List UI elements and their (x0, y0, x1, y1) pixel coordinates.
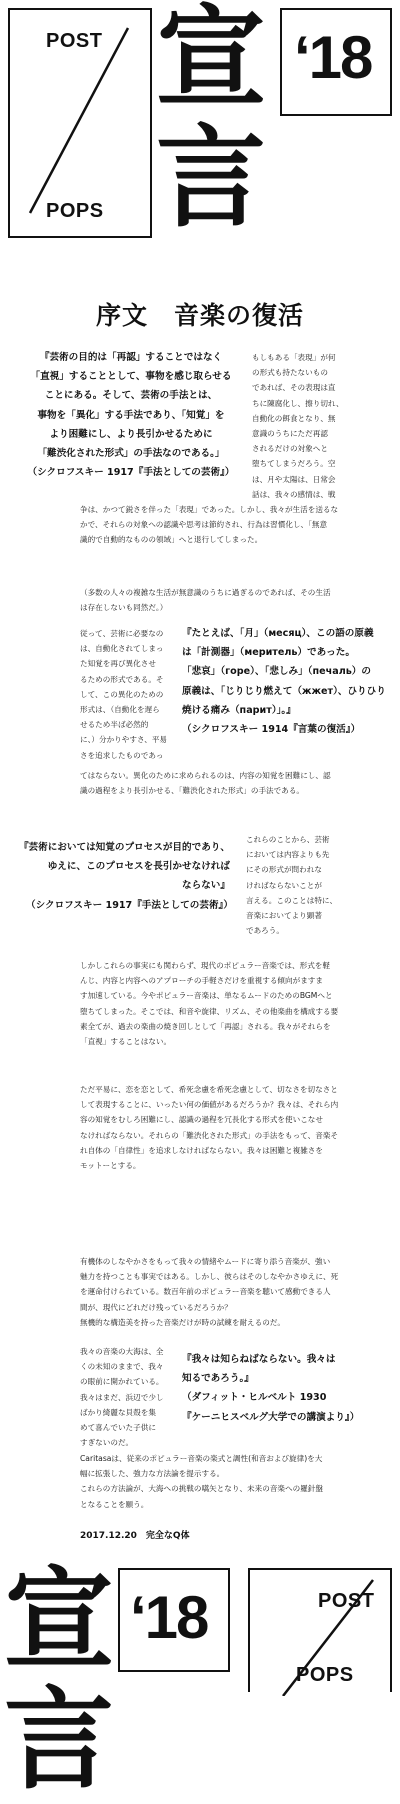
text-line: 堕ちてしまうだろう。空 (252, 459, 336, 469)
footer-logo-year: ‘18 (130, 1584, 208, 1651)
quote-line: 『たとえば、「月」（месяц）、この語の原義 (182, 628, 374, 639)
quote-shklovsky-1917-b (4, 838, 230, 896)
text-line: もしもある「表現」が何 (252, 353, 336, 362)
text-line: の形式も持たないもの (252, 368, 328, 378)
quote-line: 原義は、「じりじり燃えて（жжет）、ひりひり (182, 685, 386, 697)
paragraph-1-side (252, 350, 382, 502)
paragraph-1-full (80, 502, 380, 548)
text-line: されるだけの対象へと (252, 444, 328, 454)
quote-line: 焼ける痛み（парит）」。』 (182, 704, 296, 716)
quote-citation: 『ケーニヒスベルグ大学での講演より』） (182, 1411, 360, 1423)
text-line: しかしこれらの事実にも関わらず、現代のポピュラー音楽では、形式を軽 (80, 961, 330, 970)
text-line: 有機体のしなやかさをもって我々の情緒やムードに寄り添う音楽が、強い (80, 1257, 331, 1266)
text-line: であれば、その表現は直 (252, 383, 336, 393)
text-line: 言える。このことは特に、 (246, 895, 338, 905)
text-line: 我々の音楽の大海は、全 (80, 1347, 164, 1356)
quote-citation: （シクロフスキー 1917『手法としての芸術』） (26, 900, 233, 911)
quote-line: 「直視」することとして、事物を感じ取らせる (30, 371, 232, 383)
logo-pops-text: POPS (46, 200, 104, 222)
quote-line: 『芸術においては知覚のプロセスが目的であり、 (18, 842, 230, 853)
text-line: せるため半ば必然的 (80, 720, 149, 730)
quote-hilbert-1930 (182, 1350, 394, 1427)
text-line: ければならないことが (246, 880, 322, 890)
text-line: 争は、かつて鋭さを伴った「表現」であった。しかし、我々が生活を送るな (80, 505, 339, 514)
text-line: ただ平易に、恋を恋として、希死念慮を希死念慮として、切なさを切なさと (80, 1085, 338, 1094)
text-line: 無機的な構造美を持った音楽だけが時の試練を耐えるのだ。 (80, 1317, 286, 1327)
text-line: であろう。 (246, 926, 284, 936)
text-line: して、この異化のための (80, 689, 164, 699)
text-line: これらのことから、芸術 (246, 835, 330, 844)
signature-date: 2017.12.20 完全なQ体 (80, 1531, 190, 1541)
text-line: 魅力を持つことも事実ではある。しかし、彼らはそのしなやかさゆえに、死 (80, 1272, 339, 1282)
text-line: 素全てが、過去の楽曲の焼き回しとして「再認」される。我々がそれらを (80, 1021, 331, 1031)
text-line: を運命付けられている。数百年前のポピュラー音楽を聴いて感動できる人 (80, 1287, 331, 1297)
text-line: （多数の人々の複雑な生活が無意識のうちに過ぎるのであれば、その生活 (80, 588, 331, 597)
text-line: となることを願う。 (80, 1499, 149, 1509)
text-line: ちに陳腐化し、擦り切れ、 (252, 398, 344, 408)
quote-citation: （シクロフスキー 1917『手法としての芸術』） (27, 467, 235, 479)
quote-line: 『我々は知らねばならない。我々は (182, 1354, 336, 1365)
quote-line: 知るであろう。』 (182, 1373, 254, 1385)
text-line: 話は、我々の感情は、戦 (252, 489, 336, 499)
quote-shklovsky-1914 (182, 624, 394, 739)
text-line: 識的で自動的なものの領域」へと退行してしまった。 (80, 535, 263, 545)
text-line: Caritasaは、従来のポピュラー音楽の楽式と調性(和音および旋律)を大 (80, 1454, 323, 1463)
text-line: においては内容よりも先 (246, 850, 330, 860)
text-line: モットーとする。 (80, 1161, 141, 1171)
text-line: して表現することに、いったい何の価値があるだろうか？我々は、それら内 (80, 1100, 339, 1110)
paragraph-2 (80, 585, 380, 615)
quote-citation: （シクロフスキー 1914『言葉の復活』） (182, 724, 361, 736)
logo-year: ‘18 (294, 24, 372, 91)
text-line: は、月や太陽は、日常会 (252, 474, 336, 484)
quote-line: 事物を「異化」する手法であり、「知覚」を (37, 409, 225, 421)
quote-line: 『芸術の目的は「再認」することではなく (39, 352, 223, 363)
footer-pops-text: POPS (296, 1664, 354, 1686)
text-line: れ自体の「自律性」を追求しなければならない。我々は困難と複雑さを (80, 1145, 323, 1155)
text-line: 幅に拡張した、強力な方法論を提示する。 (80, 1469, 225, 1479)
text-line: 従って、芸術に必要なの (80, 629, 164, 638)
footer-logo-kanji: 宣言 (4, 1556, 114, 1804)
logo-kanji-sen-gen: 宣言 (156, 0, 266, 242)
text-line: てはならない。異化のために求められるのは、内容の知覚を困難にし、認 (80, 771, 331, 780)
paragraph-6 (80, 1082, 380, 1173)
paragraph-3-full (80, 768, 380, 798)
logo-post-text: POST (46, 30, 103, 52)
text-line: 音楽においてより顕著 (246, 911, 322, 921)
text-line: 容の知覚をむしろ困難にし、認識の過程を冗長化する形式を使いこなせ (80, 1115, 323, 1125)
text-line: 形式は、（自動化を遅ら (80, 705, 160, 715)
text-line: は、自動化されてしまっ (80, 644, 164, 654)
text-line: かで、それらの対象への認識や思考は節約され、行為は習慣化し、「無意 (80, 520, 328, 530)
quote-line: 「悲哀」（горе）、「悲しみ」（печаль）の (182, 666, 371, 678)
text-line: すぎないのだ。 (80, 1438, 134, 1448)
text-line: 間が、現代にどれだけ残っているだろうか？ (80, 1302, 232, 1312)
text-line: は存在しないも同然だ。） (80, 603, 168, 613)
text-line: 我々はまだ、浜辺で少し (80, 1392, 164, 1402)
quote-line: 「難渋化された形式」の手法なのである。」 (37, 448, 225, 460)
text-line: す加速している。今やポピュラー音楽は、単なるムードのためのBGMへと (80, 991, 333, 1001)
paragraph-8-left (80, 1344, 172, 1450)
footer-post-text: POST (318, 1590, 375, 1612)
paragraph-7 (80, 1254, 380, 1330)
text-line: 自動化の餌食となり、無 (252, 413, 336, 423)
text-line: 「直視」することはない。 (80, 1037, 172, 1047)
quote-line: ことにある。そして、芸術の手法とは、 (44, 390, 218, 402)
paragraph-8-full (80, 1451, 380, 1512)
quote-shklovsky-1917 (22, 348, 240, 482)
text-line: なければならない。それらの「難渋化された形式」の手法をもって、音楽そ (80, 1130, 339, 1140)
text-line: にその形式が問われな (246, 865, 322, 875)
paragraph-5 (80, 958, 380, 1049)
quote-line: ならない』 (182, 880, 230, 892)
quote-line: は「計測器」（меритель）であった。 (182, 647, 355, 659)
quote-line: ゆえに、このプロセスを長引かせなければ (47, 861, 230, 873)
text-line: 堕ちてしまった。そこでは、和音や旋律、リズム、その他楽曲を構成する要 (80, 1006, 339, 1016)
quote-line: より困難にし、より長引かせるために (49, 428, 213, 440)
section-title: 序文 音楽の復活 (95, 301, 304, 330)
paragraph-4-side (246, 832, 386, 938)
text-line: さを追求したものであっ (80, 750, 164, 760)
paragraph-3-left (80, 626, 172, 763)
text-line: めて喜んでいた子供に (80, 1423, 156, 1433)
text-line: 識の過程をより長引かせる、「難渋化された形式」の手法である。 (80, 786, 305, 796)
text-line: の眼前に開かれている。 (80, 1377, 164, 1387)
text-line: ばかり綺麗な貝殻を集 (80, 1407, 156, 1417)
text-line: んじ、内容と内容へのアプローチの手軽さだけを重視する傾向がますま (80, 976, 323, 986)
text-line: に、）分かりやすさ、平易 (80, 735, 168, 745)
text-line: くの未知のままで、我々 (80, 1362, 164, 1372)
quote-citation: （ダフィット・ヒルベルト 1930 (182, 1392, 327, 1404)
text-line: これらの方法論が、大海への挑戦の嚆矢となり、未来の音楽への羅針盤 (80, 1484, 323, 1494)
text-line: た知覚を再び異化させ (80, 659, 156, 669)
text-line: 意識のうちにただ再認 (252, 429, 328, 439)
text-line: るための形式である。そ (80, 674, 164, 684)
